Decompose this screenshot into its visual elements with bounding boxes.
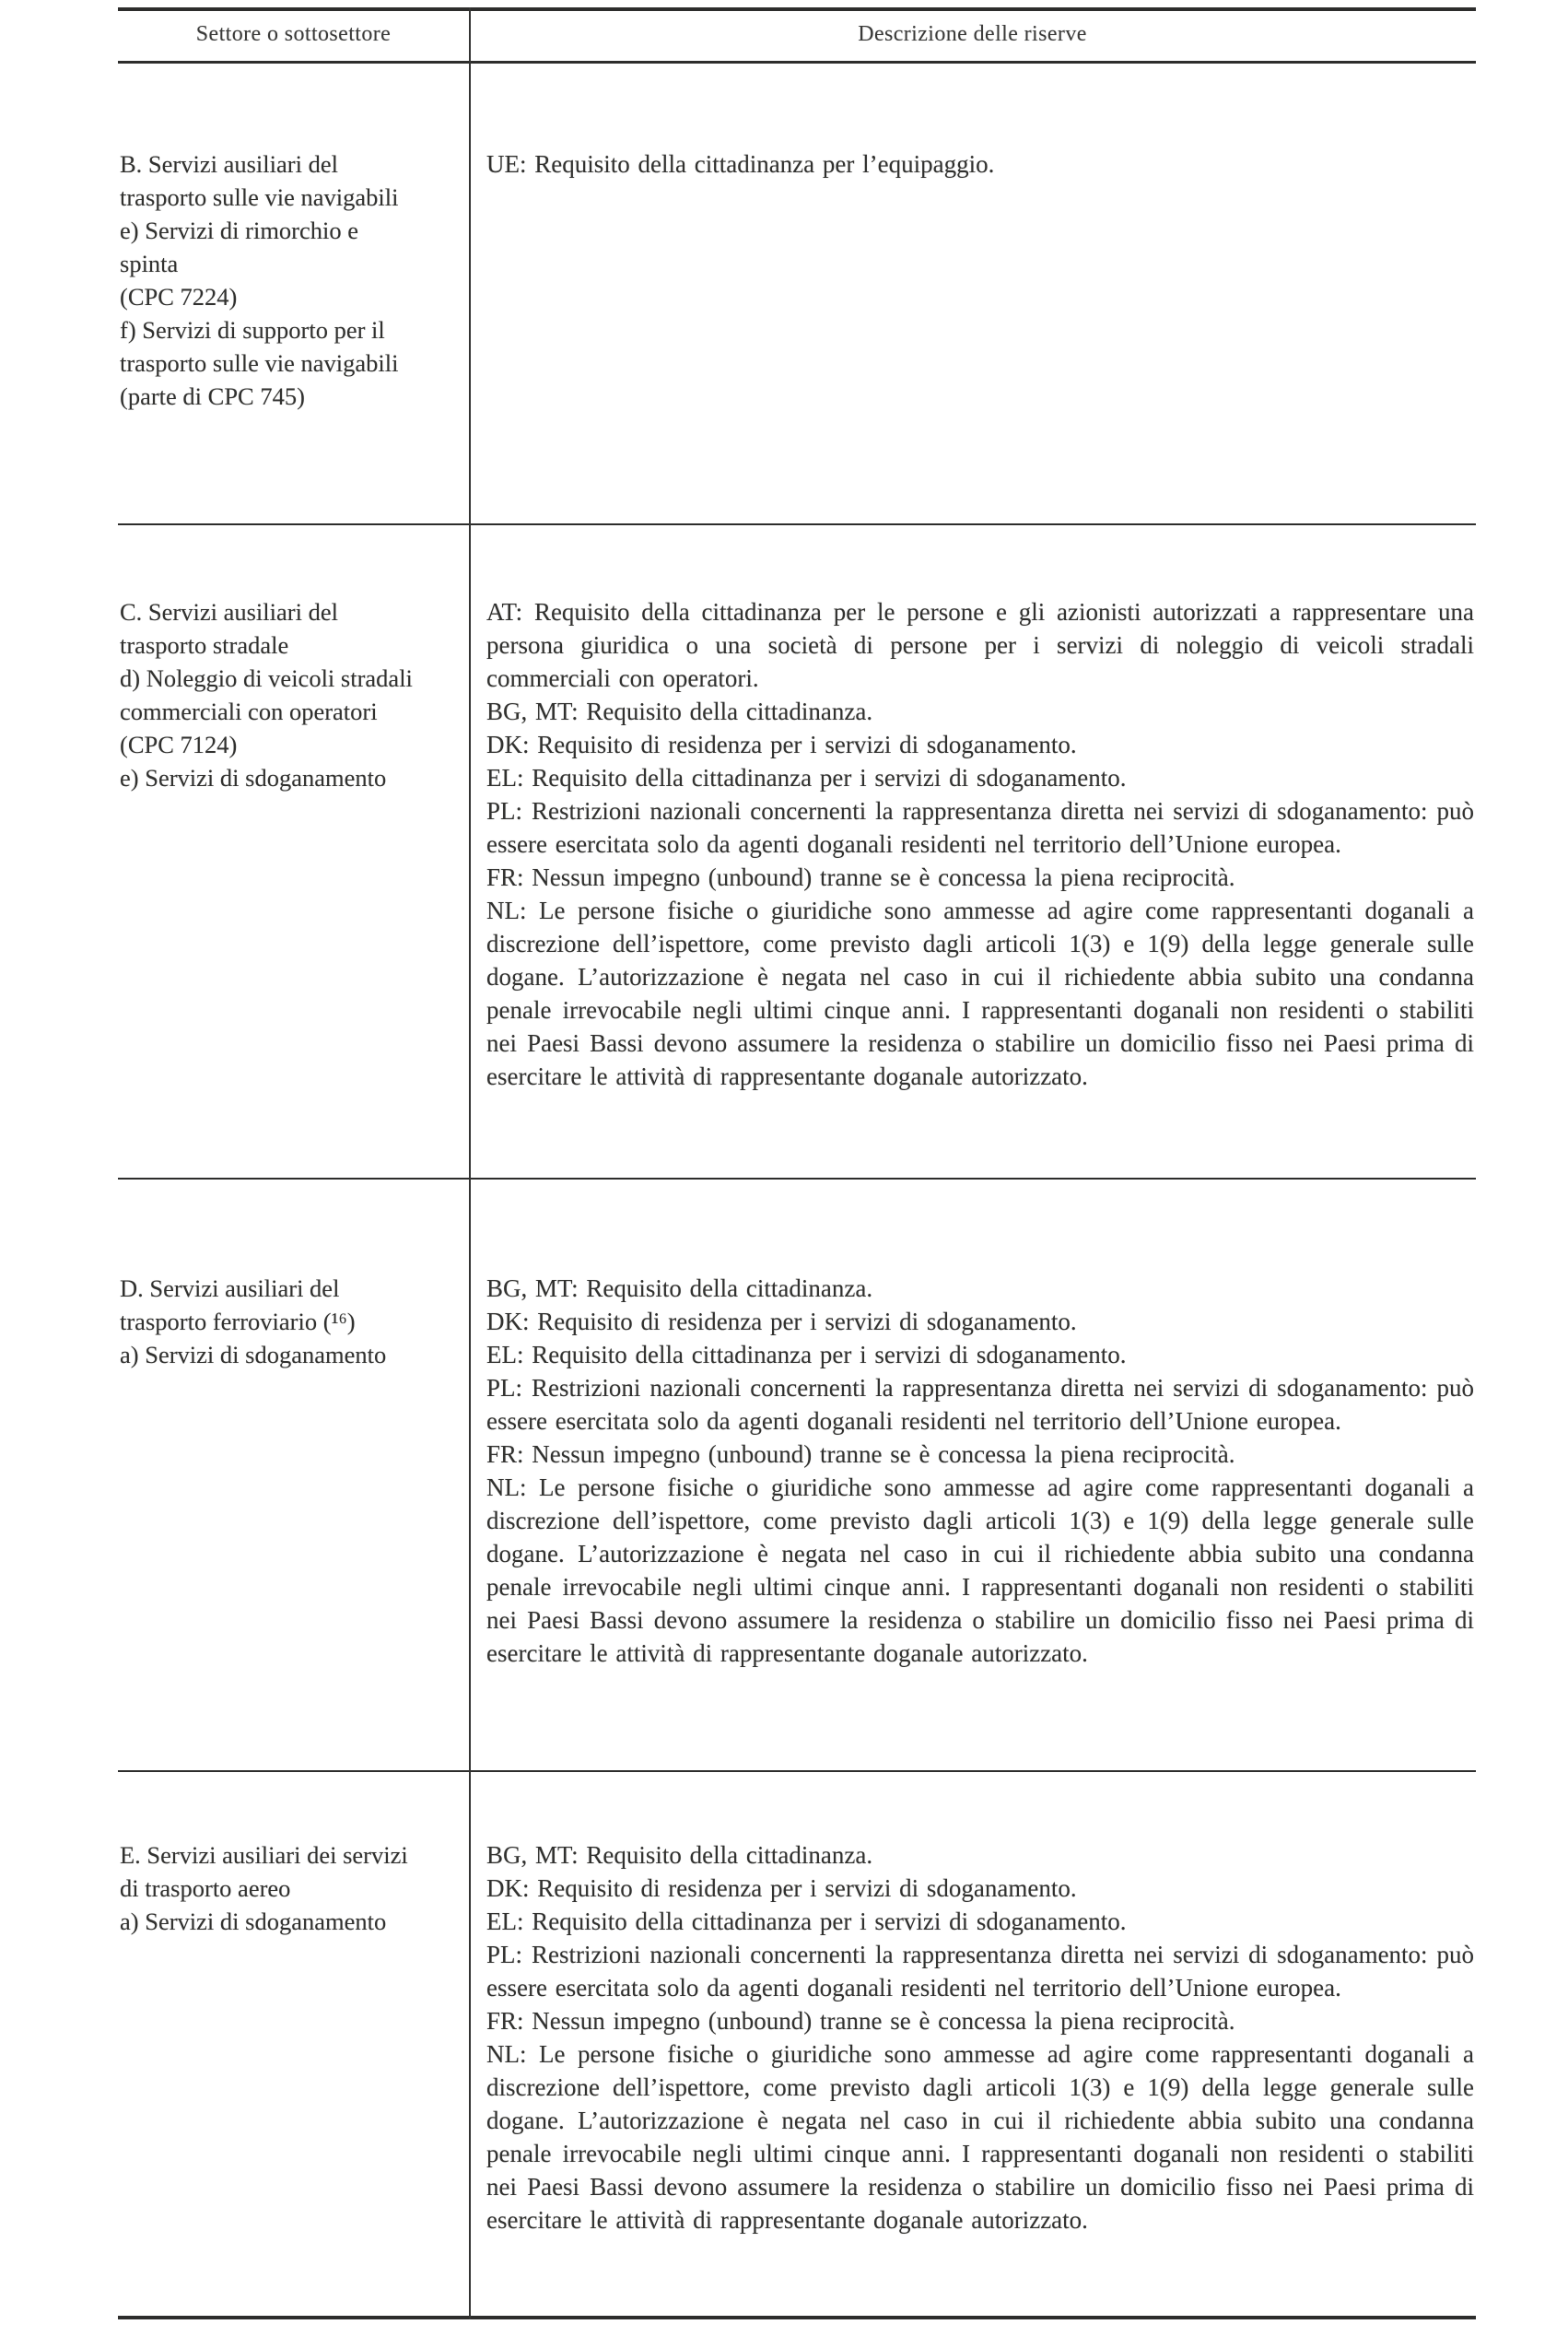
table-top-rule <box>118 7 1476 11</box>
reservation-paragraph: FR: Nessun impegno (unbound) tranne se è concessa la piena reciprocità. <box>486 2007 1235 2035</box>
sector-line: E. Servizi ausiliari dei servizi <box>120 1841 408 1869</box>
reservation-paragraph: EL: Requisito della cittadinanza per i servizi di sdoganamento. <box>486 1341 1127 1368</box>
reservation-paragraph: EL: Requisito della cittadinanza per i servizi di sdoganamento. <box>486 764 1127 792</box>
column-header-description: Descrizione delle riserve <box>858 22 1087 46</box>
sector-cell <box>120 147 472 413</box>
sector-line: trasporto sulle vie navigabili <box>120 349 399 377</box>
sector-cell <box>120 595 472 794</box>
sector-cell <box>120 1272 472 1371</box>
sector-line: trasporto sulle vie navigabili <box>120 183 399 211</box>
row-separator-rule <box>118 1178 1476 1180</box>
reservation-paragraph: PL: Restrizioni nazionali concernenti la rappresentanza diretta nei servizi di sdoganamento: può essere esercitata solo da agenti doganali residenti nel territorio dell’Unione europea. <box>486 1374 1474 1435</box>
reservation-paragraph: FR: Nessun impegno (unbound) tranne se è concessa la piena reciprocità. <box>486 863 1235 891</box>
reservation-paragraph: FR: Nessun impegno (unbound) tranne se è concessa la piena reciprocità. <box>486 1440 1235 1468</box>
reservation-paragraph: DK: Requisito di residenza per i servizi di sdoganamento. <box>486 1874 1077 1902</box>
sector-line: C. Servizi ausiliari del <box>120 598 338 626</box>
reservation-paragraph: BG, MT: Requisito della cittadinanza. <box>486 698 873 725</box>
reservation-paragraph: EL: Requisito della cittadinanza per i servizi di sdoganamento. <box>486 1908 1127 1935</box>
reservation-paragraph: PL: Restrizioni nazionali concernenti la rappresentanza diretta nei servizi di sdoganamento: può essere esercitata solo da agenti doganali residenti nel territorio dell’Unione europea. <box>486 1941 1474 2002</box>
table-bottom-rule <box>118 2316 1476 2319</box>
reservation-paragraph: BG, MT: Requisito della cittadinanza. <box>486 1841 873 1869</box>
reservations-cell <box>486 147 1474 181</box>
sector-line: (parte di CPC 745) <box>120 382 305 410</box>
sector-line: trasporto stradale <box>120 631 289 659</box>
sector-line: trasporto ferroviario (¹⁶) <box>120 1308 356 1335</box>
sector-line: di trasporto aereo <box>120 1874 291 1902</box>
reservation-paragraph: NL: Le persone fisiche o giuridiche sono ammesse ad agire come rappresentanti doganali a discrezione dell’ispettore, come previsto dagli articoli 1(3) e 1(9) della legge generale sulle dogane. L’autorizzazione è negata nel caso in cui il richiedente abbia subito una condanna penale irrevocabile negli ultimi cinque anni. I rappresentanti doganali non residenti o stabiliti nei Paesi Bassi devono assumere la residenza o stabilire un domicilio fisso nei Paesi prima di esercitare le attività di rappresentante doganale autorizzato. <box>486 1473 1474 1667</box>
reservation-paragraph: NL: Le persone fisiche o giuridiche sono ammesse ad agire come rappresentanti doganali a discrezione dell’ispettore, come previsto dagli articoli 1(3) e 1(9) della legge generale sulle dogane. L’autorizzazione è negata nel caso in cui il richiedente abbia subito una condanna penale irrevocabile negli ultimi cinque anni. I rappresentanti doganali non residenti o stabiliti nei Paesi Bassi devono assumere la residenza o stabilire un domicilio fisso nei Paesi prima di esercitare le attività di rappresentante doganale autorizzato. <box>486 2040 1474 2234</box>
reservation-paragraph: DK: Requisito di residenza per i servizi di sdoganamento. <box>486 1308 1077 1335</box>
sector-line: D. Servizi ausiliari del <box>120 1274 340 1302</box>
sector-line: e) Servizi di rimorchio e <box>120 217 359 244</box>
sector-line: (CPC 7224) <box>120 283 238 311</box>
reservation-paragraph: DK: Requisito di residenza per i servizi di sdoganamento. <box>486 731 1077 758</box>
sector-line: f) Servizi di supporto per il <box>120 316 385 344</box>
row-separator-rule <box>118 1770 1476 1772</box>
reservations-cell <box>486 595 1474 1093</box>
sector-line: e) Servizi di sdoganamento <box>120 764 387 792</box>
sector-line: d) Noleggio di veicoli stradali <box>120 664 413 692</box>
reservation-paragraph: NL: Le persone fisiche o giuridiche sono ammesse ad agire come rappresentanti doganali a discrezione dell’ispettore, come previsto dagli articoli 1(3) e 1(9) della legge generale sulle dogane. L’autorizzazione è negata nel caso in cui il richiedente abbia subito una condanna penale irrevocabile negli ultimi cinque anni. I rappresentanti doganali non residenti o stabiliti nei Paesi Bassi devono assumere la residenza o stabilire un domicilio fisso nei Paesi prima di esercitare le attività di rappresentante doganale autorizzato. <box>486 897 1474 1090</box>
reservation-paragraph: BG, MT: Requisito della cittadinanza. <box>486 1274 873 1302</box>
sector-line: a) Servizi di sdoganamento <box>120 1341 387 1368</box>
row-separator-rule <box>118 523 1476 525</box>
reservation-paragraph: PL: Restrizioni nazionali concernenti la rappresentanza diretta nei servizi di sdoganamento: può essere esercitata solo da agenti doganali residenti nel territorio dell’Unione europea. <box>486 797 1474 858</box>
column-header-sector: Settore o sottosettore <box>195 22 392 46</box>
sector-line: (CPC 7124) <box>120 731 238 758</box>
reservation-paragraph: UE: Requisito della cittadinanza per l’equipaggio. <box>486 150 995 178</box>
sector-line: B. Servizi ausiliari del <box>120 150 338 178</box>
reservations-cell <box>486 1838 1474 2236</box>
reservations-cell <box>486 1272 1474 1670</box>
sector-line: a) Servizi di sdoganamento <box>120 1908 387 1935</box>
sector-cell <box>120 1838 472 1938</box>
reservation-paragraph: AT: Requisito della cittadinanza per le persone e gli azionisti autorizzati a rappresentare una persona giuridica o una società di persone per i servizi di noleggio di veicoli stradali commerciali con operatori. <box>486 598 1474 692</box>
sector-line: commerciali con operatori <box>120 698 378 725</box>
header-bottom-rule <box>118 61 1476 64</box>
sector-line: spinta <box>120 250 179 277</box>
